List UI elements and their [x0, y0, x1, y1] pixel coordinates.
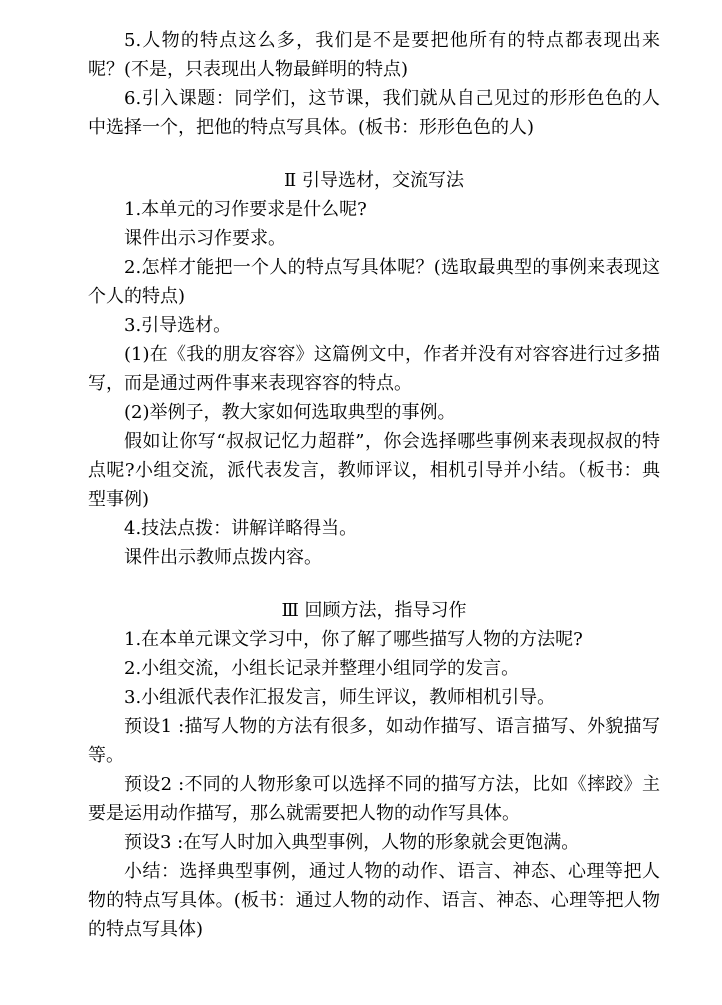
paragraph-s3-2: 2.小组交流，小组长记录并整理小组同学的发言。	[124, 658, 520, 679]
section-spacer	[88, 572, 660, 596]
paragraph-s3-4: 预设1 :描写人物的方法有很多，如动作描写、语言描写、外貌描写等。	[88, 716, 660, 766]
paragraph-s2-5: (1)在《我的朋友容容》这篇例文中，作者并没有对容容进行过多描写，而是通过两件事来表现容容的特点。	[88, 344, 660, 394]
paragraph-s2-6: (2)举例子，教大家如何选取典型的事例。	[124, 402, 456, 423]
paragraph-s3-6: 预设3 :在写人时加入典型事例，人物的形象就会更饱满。	[124, 832, 580, 853]
document-page	[88, 26, 660, 944]
paragraph-s2-7: 假如让你写“叔叔记忆力超群”，你会选择哪些事例来表现叔叔的特点呢?小组交流，派代表发言，教师评议，相机引导并小结。（板书：典型事例)	[88, 431, 660, 510]
paragraph-s2-8: 4.技法点拨：讲解详略得当。	[124, 518, 358, 539]
paragraph-point-5: 5.人物的特点这么多，我们是不是要把他所有的特点都表现出来呢？(不是，只表现出人物最鲜明的特点)	[88, 30, 660, 80]
section-spacer	[88, 142, 660, 166]
paragraph-s2-1: 1.本单元的习作要求是什么呢?	[124, 199, 367, 220]
paragraph-s2-4: 3.引导选材。	[124, 315, 232, 336]
section-heading-2: Ⅱ 引导选材，交流写法	[284, 170, 464, 191]
paragraph-s2-9: 课件出示教师点拨内容。	[124, 547, 322, 568]
paragraph-s2-2: 课件出示习作要求。	[124, 228, 286, 249]
paragraph-s3-1: 1.在本单元课文学习中，你了解了哪些描写人物的方法呢?	[124, 629, 583, 650]
paragraph-s3-7: 小结：选择典型事例，通过人物的动作、语言、神态、心理等把人物的特点写具体。(板书：通过人物的动作、语言、神态、心理等把人物的特点写具体)	[88, 861, 660, 940]
paragraph-s3-5: 预设2 :不同的人物形象可以选择不同的描写方法，比如《摔跤》主要是运用动作描写，那么就需要把人物的动作写具体。	[88, 774, 660, 824]
section-heading-3: Ⅲ 回顾方法，指导习作	[281, 600, 467, 621]
paragraph-s2-3: 2.怎样才能把一个人的特点写具体呢？(选取最典型的事例来表现这个人的特点)	[88, 257, 660, 307]
paragraph-point-6: 6.引入课题：同学们，这节课，我们就从自己见过的形形色色的人中选择一个，把他的特点写具体。(板书：形形色色的人)	[88, 88, 660, 138]
paragraph-s3-3: 3.小组派代表作汇报发言，师生评议，教师相机引导。	[124, 687, 556, 708]
